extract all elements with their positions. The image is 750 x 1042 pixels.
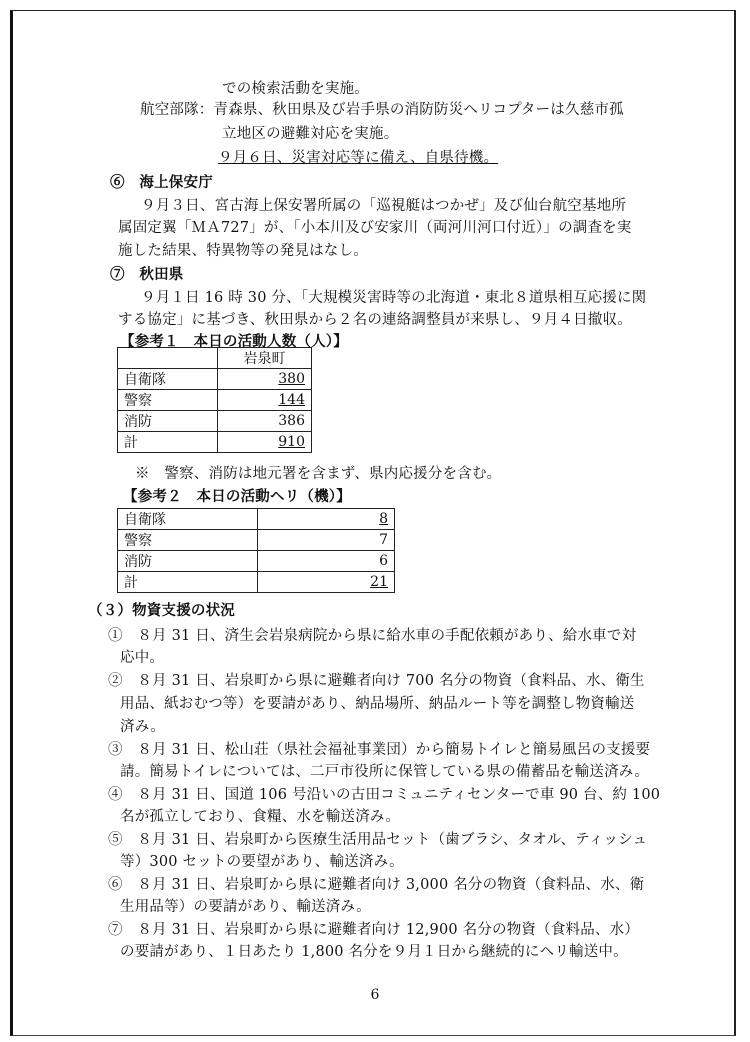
list-line: ⑦ ８月 31 日、岩泉町から県に避難者向け 12,900 名分の物資（食料品、水） [108,922,640,938]
list-line: 生用品等）の要請があり、輸送済み。 [120,899,371,915]
text-line: 立地区の避難対応を実施。 [222,126,399,142]
list-line: ⑤ ８月 31 日、岩泉町から医療生活用品セット（歯ブラシ、タオル、ティッシュ [108,832,648,848]
list-line: 応中。 [120,650,165,666]
table-cell: 警察 [118,390,218,411]
list-line: の要請があり、１日あたり 1,800 名分を９月１日から継続的にヘリ輸送中。 [120,944,628,960]
ref1-note: ※ 警察、消防は地元署を含まず、県内応援分を含む。 [135,466,502,482]
table-cell: 警察 [118,530,258,551]
table-cell: 自衛隊 [118,369,218,390]
table-row [118,411,312,432]
ref2-title: 【参考２ 本日の活動ヘリ（機）】 [123,488,351,505]
list-line: 名が孤立しており、食糧、水を輸送済み。 [120,809,401,825]
table-cell: 計 [118,572,258,593]
ref2-table [117,508,395,593]
ref1-table [117,347,312,453]
table-row [118,432,312,453]
table-cell [118,348,218,369]
table-cell: 消防 [118,551,258,572]
ref1-title: 【参考１ 本日の活動人数（人）】 [120,333,348,350]
text-line: ９月１日 16 時 30 分、「大規模災害時等の北海道・東北８道県相互応援に関 [141,290,647,306]
text-line: ９月３日、宮古海上保安署所属の「巡視艇はつかぜ」及び仙台航空基地所 [141,198,627,214]
section3-heading: （３）物資支援の状況 [88,602,235,619]
table-row [118,509,395,530]
list-line: ① ８月 31 日、済生会岩泉病院から県に給水車の手配依頼があり、給水車で対 [108,628,637,644]
list-line: 請。簡易トイレについては、二戸市役所に保管している県の備蓄品を輸送済み。 [120,764,650,780]
table-cell: 7 [258,530,395,551]
table-cell: 386 [218,411,312,432]
list-line: ⑥ ８月 31 日、岩泉町から県に避難者向け 3,000 名分の物資（食料品、水、衛 [108,877,645,893]
table-row [118,551,395,572]
text-line: 属固定翼「ＭＡ727」が、「小本川及び安家川（両河川河口付近）」の調査を実 [118,220,632,236]
table-cell: 6 [258,551,395,572]
page-number: 6 [370,987,380,1003]
text-line: 航空部隊：青森県、秋田県及び岩手県の消防防災ヘリコプターは久慈市孤 [140,102,624,118]
text-line: 施した結果、特異物等の発見はなし。 [118,243,368,259]
subheading-akita: ⑦ 秋田県 [110,266,184,283]
text-line: での検索活動を実施。 [222,81,369,97]
list-line: ② ８月 31 日、岩泉町から県に避難者向け 700 名分の物資（食料品、水、衛生 [108,673,645,689]
table-cell: 380 [218,369,312,390]
table-cell: 消防 [118,411,218,432]
table-row [118,572,395,593]
underlined-text-line: ９月６日、災害対応等に備え、自県待機。 [218,150,499,166]
table-header: 岩泉町 [218,348,312,369]
table-cell: 910 [218,432,312,453]
table-row [118,348,312,369]
table-cell: 計 [118,432,218,453]
list-line: ③ ８月 31 日、松山荘（県社会福祉事業団）から簡易トイレと簡易風呂の支援要 [108,742,651,758]
list-line: 用品、紙おむつ等）を要請があり、納品場所、納品ルート等を調整し物資輸送 [120,696,635,712]
list-line: 済み。 [120,719,165,735]
table-cell: 144 [218,390,312,411]
list-line: 等）300 セットの要望があり、輸送済み。 [120,854,404,870]
text-line: する協定」に基づき、秋田県から２名の連絡調整員が来県し、９月４日撤収。 [118,312,632,328]
table-cell: 21 [258,572,395,593]
list-line: ④ ８月 31 日、国道 106 号沿いの古田コミュニティセンターで車 90 台、約 100 [108,787,661,803]
table-row [118,390,312,411]
table-cell: 8 [258,509,395,530]
table-row [118,369,312,390]
table-cell: 自衛隊 [118,509,258,530]
subheading-coast-guard: ⑥ 海上保安庁 [110,174,213,191]
table-row [118,530,395,551]
